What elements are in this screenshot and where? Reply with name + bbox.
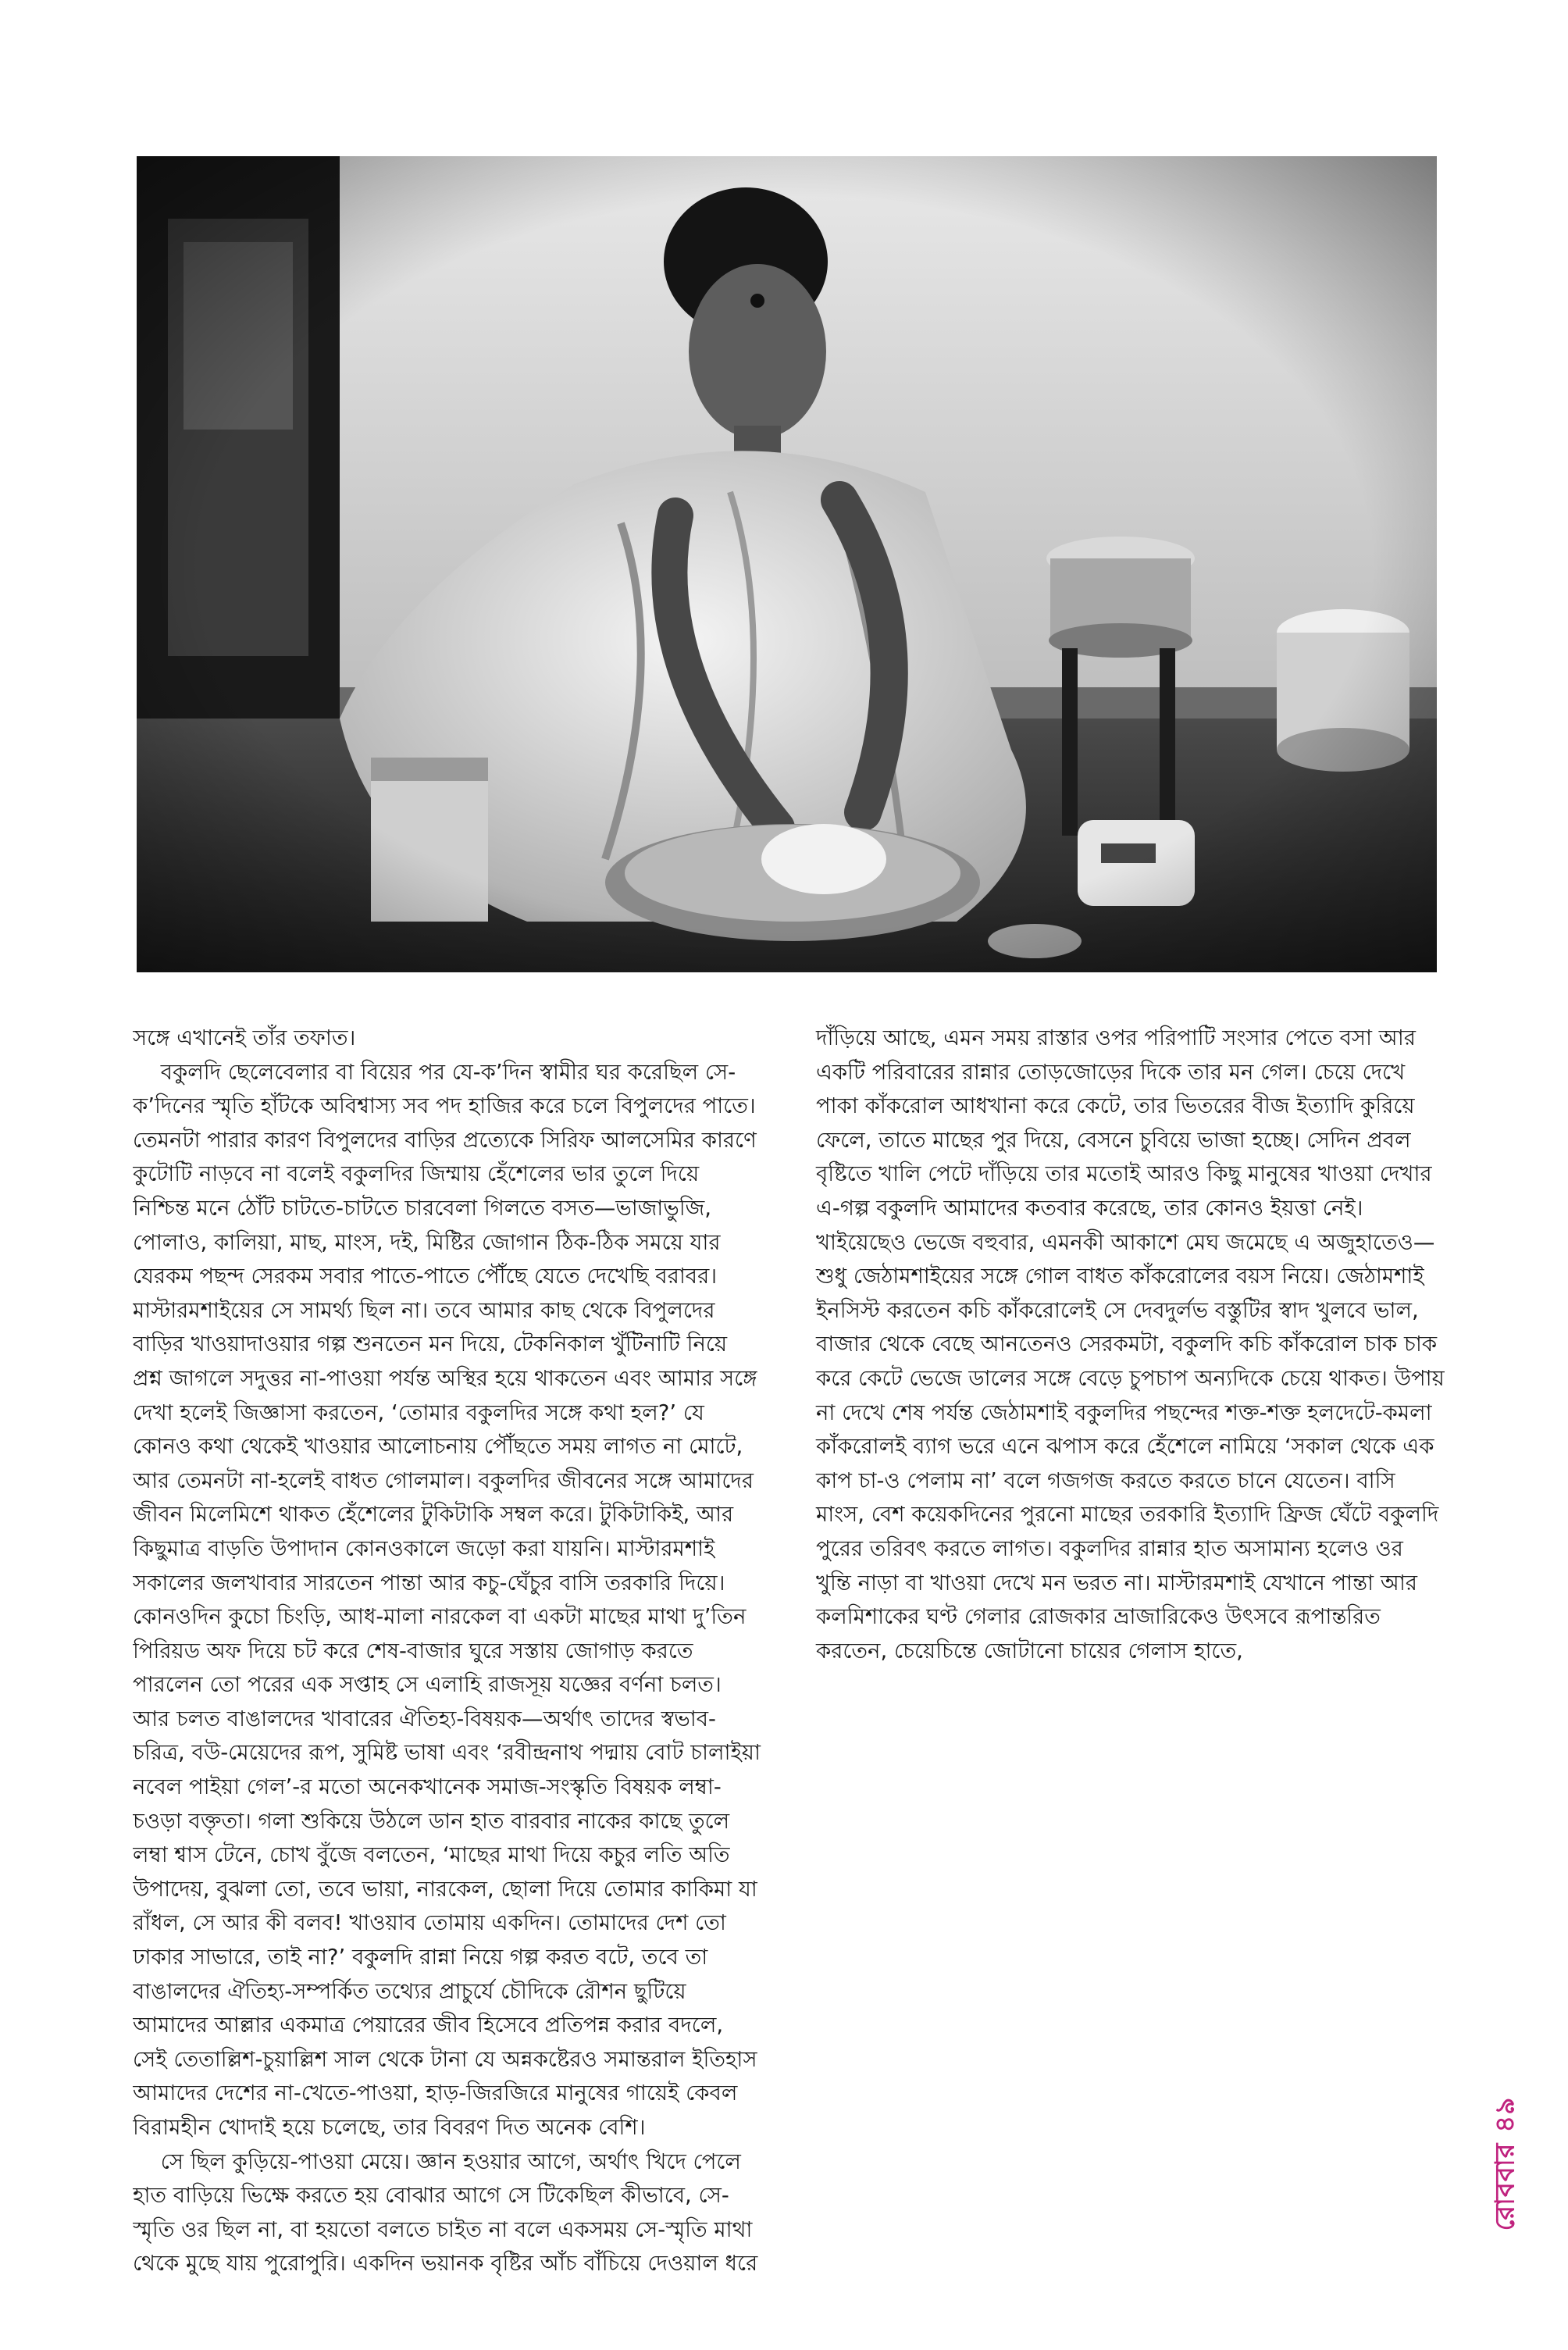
page-folio — [1484, 2062, 1531, 2265]
paragraph-2: বকুলদি ছেলেবেলার বা বিয়ের পর যে-ক’দিন স্বামীর ঘর করেছিল সে-ক’দিনের স্মৃতি হাঁটকে অবিশ্বাস্য সব পদ হাজির করে চলে বিপুলদের পাতে। তেমনটা পারার কারণ বিপুলদের বাড়ির প্রত্যেকে সিরিফ আলসেমির কারণে কুটোটি নাড়বে না বলেই বকুলদির জিম্মায় হেঁশেলের ভার তুলে দিয়ে নিশ্চিন্ত মনে ঠোঁট চাটতে-চাটতে চারবেলা গিলতে বসত—ভাজাভুজি, পোলাও, কালিয়া, মাছ, মাংস, দই, মিষ্টির জোগান ঠিক-ঠিক সময়ে যার যেরকম পছন্দ সেরকম সবার পাতে-পাতে পৌঁছে যেতে দেখেছি বরাবর। মাস্টারমশাইয়ের সে সামর্থ্য ছিল না। তবে আমার কাছ থেকে বিপুলদের বাড়ির খাওয়াদাওয়ার গল্প শুনতেন মন দিয়ে, টেকনিকাল খুঁটিনাটি নিয়ে প্রশ্ন জাগলে সদুত্তর না-পাওয়া পর্যন্ত অস্থির হয়ে থাকতেন এবং আমার সঙ্গে দেখা হলেই জিজ্ঞাসা করতেন, ‘তোমার বকুলদির সঙ্গে কথা হল?’ যে কোনও কথা থেকেই খাওয়ার আলোচনায় পৌঁছতে সময় লাগত না মোটে, আর তেমনটা না-হলেই বাধত গোলমাল। বকুলদির জীবনের সঙ্গে আমাদের জীবন মিলেমিশে থাকত হেঁশেলের টুকিটাকি সম্বল করে। টুকিটাকিই, আর কিছুমাত্র বাড়তি উপাদান কোনওকালে জড়ো করা যায়নি। মাস্টারমশাই সকালের জলখাবার সারতেন পান্তা আর কচু-ঘেঁচুর বাসি তরকারি দিয়ে। কোনওদিন কুচো চিংড়ি, আধ-মালা নারকেল বা একটা মাছের মাথা দু’তিন পিরিয়ড অফ দিয়ে চট করে শেষ-বাজার ঘুরে সস্তায় জোগাড় করতে পারলেন তো পরের এক সপ্তাহ সে এলাহি রাজসূয় যজ্ঞের বর্ণনা চলত। আর চলত বাঙালদের খাবারের ঐতিহ্য-বিষয়ক—অর্থাৎ তাদের স্বভাব-চরিত্র, বউ-মেয়েদের রূপ, সুমিষ্ট ভাষা এবং ‘রবীন্দ্রনাথ পদ্মায় বোট চালাইয়া নবেল পাইয়া গেল’-র মতো অনেকখানেক সমাজ-সংস্কৃতি বিষয়ক লম্বা-চওড়া বক্তৃতা। গলা শুকিয়ে উঠলে ডান হাত বারবার নাকের কাছে তুলে লম্বা শ্বাস টেনে, চোখ বুঁজে বলতেন, ‘মাছের মাথা দিয়ে কচুর লতি অতি উপাদেয়, বুঝলা তো, তবে ভায়া, নারকেল, ছোলা দিয়ে তোমার কাকিমা যা রাঁধল, সে আর কী বলব! খাওয়াব তোমায় একদিন। তোমাদের দেশ তো ঢাকার সাভারে, তাই না?’ বকুলদি রান্না নিয়ে গল্প করত বটে, তবে তা বাঙালদের ঐতিহ্য-সম্পর্কিত তথ্যের প্রাচুর্যে চৌদিকে রৌশন ছুটিয়ে আমাদের আল্লার একমাত্র পেয়ারের জীব হিসেবে প্রতিপন্ন করার বদলে, সেই তেতাল্লিশ-চুয়াল্লিশ সাল থেকে টানা যে অন্নকষ্টেরও সমান্তরাল ইতিহাস আমাদের দেশের না-খেতে-পাওয়া, হাড়-জিরজিরে মানুষের গায়েই কেবল বিরামহীন খোদাই হয়ে চলেছে, তার বিবরণ দিত অনেক বেশি। — [133, 1059, 761, 2140]
article-photo — [137, 156, 1437, 972]
paragraph-3: সে ছিল কুড়িয়ে-পাওয়া মেয়ে। জ্ঞান হওয়ার আগে, অর্থাৎ খিদে পেলে হাত বাড়িয়ে ভিক্ষে করতে হয় বোঝার আগে সে টিকেছিল কীভাবে, সে-স্মৃতি ওর ছিল না, বা হয়তো বলতে চাইত না বলে একসময় সে-স্মৃতি মাথা থেকে মুছে যায় পুরোপুরি। একদিন ভয়ানক বৃষ্টির আঁচ বাঁচিয়ে দেওয়াল ধরে দাঁড়িয়ে আছে, এমন সময় রাস্তার ওপর পরিপাটি সংসার পেতে বসা আর একটি পরিবারের রান্নার তোড়জোড়ের দিকে তার মন গেল। চেয়ে দেখে পাকা কাঁকরোল আধখানা করে কেটে, তার ভিতরের বীজ ইত্যাদি কুরিয়ে ফেলে, তাতে মাছের পুর দিয়ে, বেসনে চুবিয়ে ভাজা হচ্ছে। সেদিন প্রবল বৃষ্টিতে খালি পেটে দাঁড়িয়ে তার মতোই আরও কিছু মানুষের খাওয়া দেখার এ-গল্প বকুলদি আমাদের কতবার করেছে, তার কোনও ইয়ত্তা নেই। খাইয়েছেও ভেজে বহুবার, এমনকী আকাশে মেঘ জমেছে এ অজুহাতেও—শুধু জেঠামশাইয়ের সঙ্গে গোল বাধত কাঁকরোলের বয়স নিয়ে। জেঠামশাই ইনসিস্ট করতেন কচি কাঁকরোলেই সে দেবদুর্লভ বস্তুটির স্বাদ খুলবে ভাল, বাজার থেকে বেছে আনতেনও সেরকমটা, বকুলদি কচি কাঁকরোল চাক চাক করে কেটে ভেজে ডালের সঙ্গে বেড়ে চুপচাপ অন্যদিকে চেয়ে থাকত। উপায় না দেখে শেষ পর্যন্ত জেঠামশাই বকুলদির পছন্দের শক্ত-শক্ত হলদেটে-কমলা কাঁকরোলই ব্যাগ ভরে এনে ঝপাস করে হেঁশেলে নামিয়ে ‘সকাল থেকে এক কাপ চা-ও পেলাম না’ বলে গজগজ করতে করতে চানে যেতেন। বাসি মাংস, বেশ কয়েকদিনের পুরনো মাছের তরকারি ইত্যাদি ফ্রিজ ঘেঁটে বকুলদি পুরের তরিবৎ করতে লাগত। বকুলদির রান্নার হাত অসামান্য হলেও ওর খুন্তি নাড়া বা খাওয়া দেখে মন ভরত না। মাস্টারমশাই যেখানে পান্তা আর কলমিশাকের ঘণ্ট গেলার রোজকার ভ্রাজারিকেও উৎসবে রূপান্তরিত করতেন, চেয়েচিন্তে জোটানো চায়ের গেলাস হাতে, — [133, 1025, 1445, 2277]
folio-text: রোববার ৪৯ — [1489, 2096, 1521, 2231]
article-body — [133, 1022, 1445, 2287]
paragraph-1: সঙ্গে এখানেই তাঁর তফাত। — [133, 1025, 356, 1050]
photo-illustration — [137, 156, 1437, 972]
